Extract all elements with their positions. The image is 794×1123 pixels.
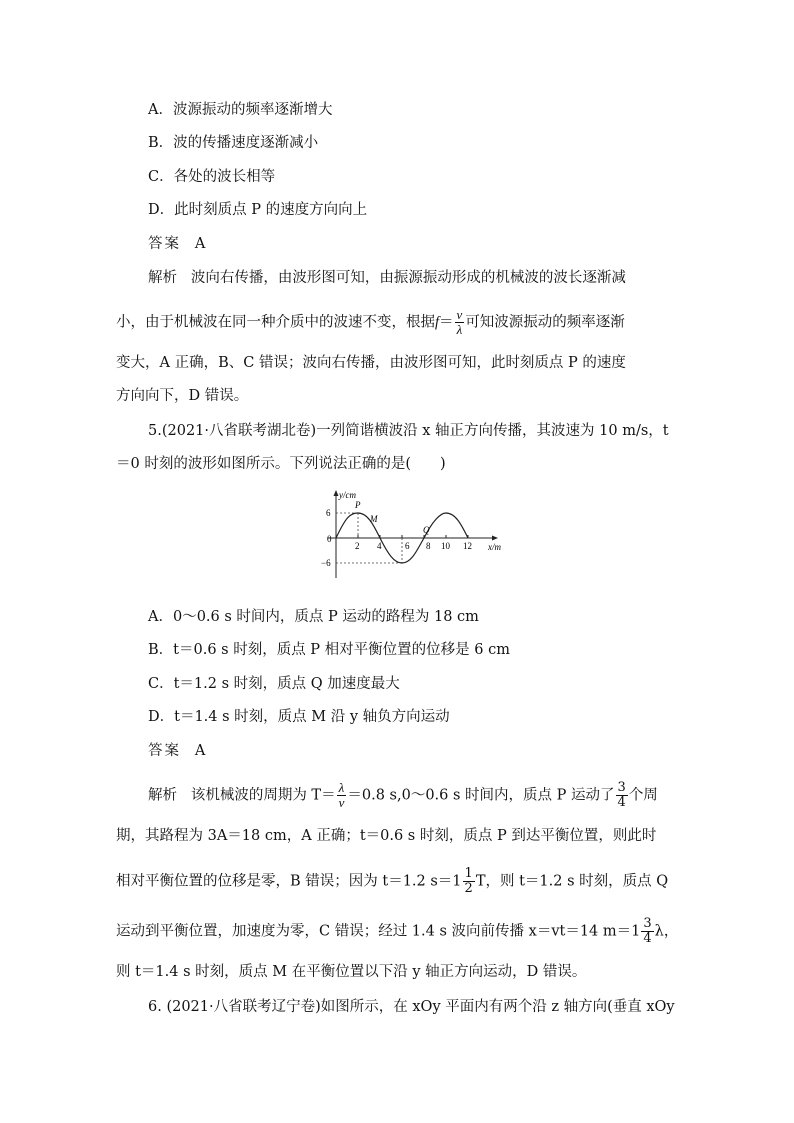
fraction-denominator: 2 — [464, 881, 473, 896]
x-tick-label: 2 — [355, 541, 360, 551]
answer-label: 答案 — [148, 236, 181, 252]
q5-answer — [148, 741, 205, 761]
analysis-text: ＝0.8 s,0～0.6 s 时间内，质点 P 运动了 — [347, 787, 615, 804]
fraction-numerator: 3 — [643, 916, 652, 931]
q5-stem-line-1: 5.(2021·八省联考湖北卷)一列简谐横波沿 x 轴正方向传播，其波速为 10 m/s，t — [148, 423, 669, 439]
q5-analysis-line-5: 则 t＝1.4 s 时刻，质点 M 在平衡位置以下沿 y 轴正方向运动，D 错误。 — [116, 964, 587, 980]
x-axis-label: x/m — [488, 542, 501, 552]
q4-analysis-line-1 — [148, 268, 626, 288]
analysis-text: T，则 t＝1.2 s 时刻，质点 Q — [475, 873, 669, 890]
fraction — [463, 867, 475, 896]
fraction-denominator: 4 — [617, 795, 626, 810]
q5-analysis-line-4 — [116, 917, 678, 946]
fraction-numerator: 3 — [617, 780, 626, 795]
q5-analysis-line-1 — [148, 781, 658, 810]
answer-value: A — [194, 743, 206, 759]
q5-analysis-line-2: 期，其路程为 3A＝18 cm，A 正确；t＝0.6 s 时刻，质点 P 到达平衡位置，则此时 — [116, 828, 657, 844]
q4-option-c: C．各处的波长相等 — [148, 169, 276, 185]
y-axis-label: y/cm — [339, 490, 356, 500]
q5-option-a: A．0～0.6 s 时间内，质点 P 运动的路程为 18 cm — [148, 609, 479, 625]
formula-symbol: f — [435, 314, 440, 331]
analysis-text: 个周 — [628, 787, 658, 804]
analysis-text: λ， — [654, 923, 679, 940]
analysis-text: 该机械波的周期为 T＝ — [190, 787, 336, 804]
q4-analysis-line-3: 变大，A 正确，B、C 错误；波向右传播，由波形图可知，此时刻质点 P 的速度 — [116, 355, 626, 371]
point-label-m: M — [370, 514, 378, 524]
fraction-numerator: 1 — [464, 866, 473, 881]
x-tick-label: 4 — [377, 541, 382, 551]
y-tick-label: 6 — [326, 508, 331, 518]
analysis-text: 小，由于机械波在同一种介质中的波速不变，根据 — [116, 314, 435, 331]
fraction — [616, 781, 628, 810]
analysis-text: 可知波源振动的频率逐渐 — [465, 314, 625, 331]
q5-option-c: C．t＝1.2 s 时刻，质点 Q 加速度最大 — [148, 676, 400, 692]
q5-option-b: B．t＝0.6 s 时刻，质点 P 相对平衡位置的位移是 6 cm — [148, 642, 510, 658]
y-tick-label: −6 — [321, 558, 331, 568]
analysis-text: 运动到平衡位置，加速度为零，C 错误；经过 1.4 s 波向前传播 x＝vt＝14 m＝1 — [116, 923, 641, 940]
q6-stem-line-1: 6. (2021·八省联考辽宁卷)如图所示，在 xOy 平面内有两个沿 z 轴方向(垂直 xOy — [148, 999, 675, 1015]
fraction — [641, 917, 653, 946]
fraction — [455, 308, 465, 337]
y-axis-arrow — [334, 490, 339, 496]
fraction — [337, 781, 347, 810]
q5-option-d: D．t＝1.4 s 时刻，质点 M 沿 y 轴负方向运动 — [148, 709, 450, 725]
fraction-numerator: v — [456, 307, 463, 322]
x-tick-label: 12 — [463, 541, 472, 551]
point-label-p: P — [355, 500, 361, 510]
x-tick-label: 8 — [426, 541, 431, 551]
analysis-label: 解析 — [148, 270, 177, 286]
wave-figure — [318, 486, 514, 586]
analysis-text: 波向右传播，由波形图可知，由振源振动形成的机械波的波长逐渐减 — [190, 270, 626, 286]
origin-label: 0 — [327, 534, 332, 544]
fraction-denominator: λ — [456, 322, 463, 337]
analysis-label: 解析 — [148, 787, 177, 804]
x-tick-label: 10 — [441, 541, 450, 551]
q4-analysis-line-4: 方向向下，D 错误。 — [116, 388, 249, 404]
answer-value: A — [194, 236, 206, 252]
fraction-denominator: v — [338, 795, 345, 810]
q4-option-b: B．波的传播速度逐渐减小 — [148, 135, 319, 151]
q4-option-d: D．此时刻质点 P 的速度方向向上 — [148, 202, 368, 218]
x-tick-label: 6 — [405, 541, 410, 551]
q4-answer — [148, 234, 205, 254]
formula-equals: ＝ — [439, 314, 454, 331]
x-axis-arrow — [492, 536, 498, 541]
fraction-denominator: 4 — [643, 931, 652, 946]
fraction-numerator: λ — [338, 780, 345, 795]
q5-stem-line-2: ＝0 时刻的波形如图所示。下列说法正确的是( ) — [116, 456, 446, 472]
q5-analysis-line-3 — [116, 867, 668, 896]
point-label-q: Q — [423, 525, 430, 535]
analysis-text: 相对平衡位置的位移是零，B 错误；因为 t＝1.2 s＝1 — [116, 873, 462, 890]
answer-label: 答案 — [148, 743, 181, 759]
q4-analysis-line-2 — [116, 308, 625, 337]
q4-option-a: A．波源振动的频率逐渐增大 — [148, 102, 333, 118]
